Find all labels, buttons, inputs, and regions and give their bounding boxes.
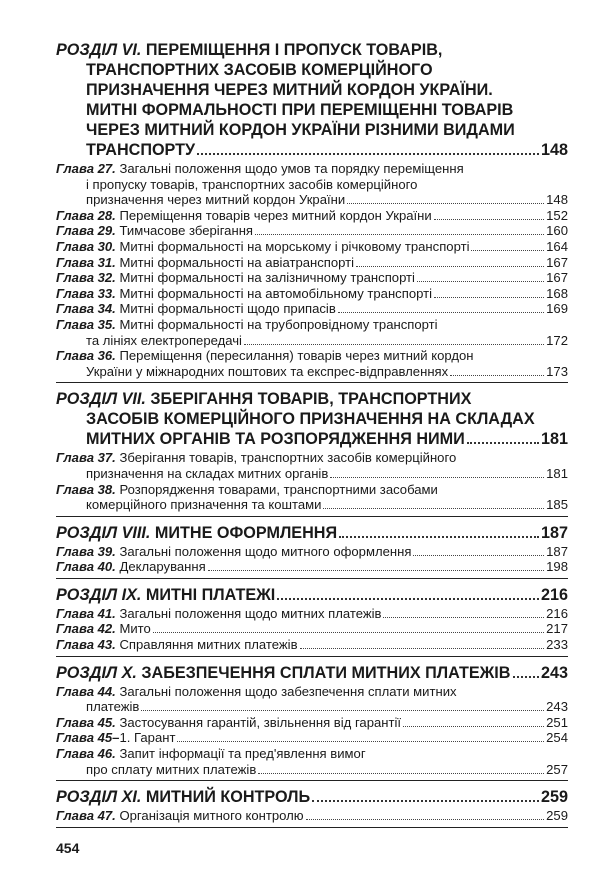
section-title-text [56, 585, 275, 605]
section-title-text [86, 140, 195, 160]
chapter-text [86, 699, 139, 715]
dot-leader [403, 726, 544, 727]
section-title-line [56, 429, 568, 449]
section-title-line [56, 140, 568, 160]
toc-section [56, 523, 568, 579]
chapter-title: Запит інформації та пред'явлення вимог [115, 746, 366, 762]
chapter-label: Глава 34. [56, 301, 116, 317]
section-label: РОЗДІЛ VI. [56, 41, 142, 59]
dot-leader [312, 800, 539, 802]
chapter-text [86, 466, 328, 482]
chapter-title: призначення через митний кордон України [86, 192, 346, 208]
section-title-text [56, 787, 310, 807]
chapter-text [56, 223, 253, 239]
chapter-text [56, 637, 298, 653]
chapter-text [56, 715, 401, 731]
chapter-line [56, 606, 568, 622]
chapter-line [56, 317, 568, 333]
chapter-title: Застосування гарантій, звільнення від гарантії [115, 714, 402, 730]
chapter-list [56, 606, 568, 653]
chapter-line [56, 286, 568, 302]
chapter-title: Справляння митних платежів [115, 637, 298, 653]
chapter-line [56, 762, 568, 778]
section-title: МИТНІ ПЛАТЕЖІ [141, 585, 276, 604]
chapter-label: Глава 28. [56, 207, 116, 223]
dot-leader [383, 617, 544, 618]
section-title: ТРАНСПОРТНИХ ЗАСОБІВ КОМЕРЦІЙНОГО [86, 61, 433, 79]
chapter-line [56, 450, 568, 466]
chapter-text [86, 497, 321, 513]
section-title-text [56, 523, 337, 543]
dot-leader [277, 598, 539, 600]
section-title-text [86, 429, 465, 449]
chapter-text [56, 255, 354, 271]
chapter-text [56, 684, 457, 699]
chapter-title: призначення на складах митних органів [86, 465, 329, 481]
chapter-line [56, 208, 568, 224]
chapter-list [56, 450, 568, 512]
toc-section [56, 389, 568, 516]
chapter-title: платежів [86, 699, 140, 715]
chapter-title: Мито [115, 621, 151, 637]
section-title: ЗАБЕЗПЕЧЕННЯ СПЛАТИ МИТНИХ ПЛАТЕЖІВ [136, 663, 511, 682]
section-page-number: 181 [540, 430, 568, 449]
chapter-page-number: 164 [546, 238, 568, 254]
dot-leader [356, 266, 544, 267]
section-title-line [56, 100, 568, 120]
section-title: МИТНИЙ КОНТРОЛЬ [141, 788, 311, 807]
chapter-title: Організація митного контролю [115, 808, 304, 824]
chapter-line [56, 637, 568, 653]
section-title-line [56, 663, 568, 683]
chapter-line [56, 715, 568, 731]
chapter-page-number: 243 [546, 699, 568, 715]
chapter-page-number: 181 [546, 465, 568, 481]
chapter-text [56, 270, 415, 286]
chapter-title: Загальні положення щодо забезпечення сплати митних [115, 683, 457, 699]
chapter-page-number: 187 [546, 543, 568, 559]
chapter-page-number: 172 [546, 332, 568, 348]
chapter-label: Глава 33. [56, 285, 116, 301]
chapter-title: Митні формальності на авіатранспорті [115, 254, 355, 270]
section-title: ЧЕРЕЗ МИТНИЙ КОРДОН УКРАЇНИ РІЗНИМИ ВИДАМИ [86, 121, 515, 139]
section-title: ПРИЗНАЧЕННЯ ЧЕРЕЗ МИТНИЙ КОРДОН УКРАЇНИ. [86, 81, 493, 99]
chapter-line [56, 621, 568, 637]
section-title-text [86, 410, 535, 428]
chapter-label: Глава 46. [56, 746, 116, 762]
section-label: РОЗДІЛ VII. [56, 390, 146, 409]
dot-leader [450, 375, 544, 376]
chapter-page-number: 217 [546, 621, 568, 637]
section-title: МИТНЕ ОФОРМЛЕННЯ [150, 523, 338, 542]
chapter-title: 1. Гарант [119, 730, 176, 746]
dot-leader [338, 312, 544, 313]
chapter-line [56, 270, 568, 286]
chapter-page-number: 148 [546, 192, 568, 208]
toc-section [56, 585, 568, 657]
chapter-line [56, 364, 568, 380]
dot-leader [197, 153, 539, 155]
chapter-list [56, 161, 568, 379]
chapter-page-number: 152 [546, 207, 568, 223]
chapter-line [56, 559, 568, 575]
dot-leader [347, 203, 544, 204]
toc-section [56, 787, 568, 828]
chapter-line [56, 348, 568, 364]
section-title-text [86, 101, 513, 119]
dot-leader [513, 676, 539, 678]
chapter-line [56, 808, 568, 824]
chapter-text [56, 208, 432, 224]
section-title-text [56, 41, 442, 59]
chapter-title: Переміщення (пересилання) товарів через митний кордон [115, 348, 474, 364]
chapter-title: Митні формальності на морському і річковому транспорті [115, 238, 470, 254]
chapter-page-number: 233 [546, 637, 568, 653]
page-number: 454 [56, 840, 80, 856]
chapter-line [56, 333, 568, 349]
chapter-title: України у міжнародних поштових та експрес-відправленнях [86, 363, 449, 379]
dot-leader [153, 632, 544, 633]
dot-leader [323, 508, 544, 509]
dot-leader [413, 555, 544, 556]
chapter-label: Глава 40. [56, 559, 116, 575]
chapter-text [56, 161, 464, 176]
chapter-label: Глава 30. [56, 238, 116, 254]
dot-leader [177, 741, 544, 742]
dot-leader [306, 819, 545, 820]
chapter-list [56, 808, 568, 824]
chapter-line [56, 684, 568, 700]
chapter-line [56, 730, 568, 746]
chapter-line [56, 255, 568, 271]
chapter-title: Митні формальності щодо припасів [115, 301, 336, 317]
chapter-title: комерційного призначення та коштами [86, 497, 322, 513]
chapter-line [56, 239, 568, 255]
chapter-page-number: 168 [546, 285, 568, 301]
chapter-page-number: 169 [546, 301, 568, 317]
chapter-title: Переміщення товарів через митний кордон України [115, 207, 432, 223]
chapter-text [56, 730, 175, 746]
chapter-page-number: 173 [546, 363, 568, 379]
chapter-page-number: 251 [546, 714, 568, 730]
section-title-line [56, 120, 568, 140]
chapter-text [56, 808, 304, 824]
chapter-label: Глава 39. [56, 543, 116, 559]
dot-leader [434, 297, 544, 298]
chapter-title: Загальні положення щодо митного оформлення [115, 543, 412, 559]
chapter-page-number: 254 [546, 730, 568, 746]
section-title-line [56, 40, 568, 60]
dot-leader [467, 442, 539, 444]
chapter-list [56, 544, 568, 575]
chapter-line [56, 746, 568, 762]
chapter-label: Глава 45– [56, 730, 120, 746]
section-title: МИТНІ ФОРМАЛЬНОСТІ ПРИ ПЕРЕМІЩЕННІ ТОВАРІВ [86, 101, 514, 119]
chapter-text [86, 177, 417, 192]
chapter-label: Глава 41. [56, 605, 116, 621]
chapter-label: Глава 38. [56, 481, 116, 497]
chapter-title: Митні формальності на автомобільному транспорті [115, 285, 432, 301]
chapter-text [56, 559, 206, 575]
chapter-label: Глава 29. [56, 223, 116, 239]
section-title: ЗАСОБІВ КОМЕРЦІЙНОГО ПРИЗНАЧЕННЯ НА СКЛАДАХ [86, 410, 535, 429]
chapter-title: про сплату митних платежів [86, 761, 257, 777]
chapter-label: Глава 43. [56, 637, 116, 653]
section-label: РОЗДІЛ XI. [56, 788, 142, 807]
chapter-line [56, 301, 568, 317]
section-title-text [86, 121, 515, 139]
chapter-title: і пропуску товарів, транспортних засобів комерційного [86, 176, 418, 192]
chapter-label: Глава 31. [56, 254, 116, 270]
section-page-number: 216 [540, 585, 568, 604]
section-title-text [56, 663, 511, 683]
chapter-line [56, 466, 568, 482]
chapter-line [56, 177, 568, 193]
dot-leader [417, 281, 544, 282]
chapter-text [86, 364, 448, 380]
chapter-page-number: 257 [546, 761, 568, 777]
chapter-text [56, 621, 151, 637]
dot-leader [300, 648, 545, 649]
chapter-text [56, 301, 336, 317]
section-label: РОЗДІЛ X. [56, 663, 137, 682]
chapter-line [56, 192, 568, 208]
chapter-line [56, 544, 568, 560]
section-title-line [56, 523, 568, 543]
section-title: ТРАНСПОРТУ [86, 141, 196, 159]
chapter-text [56, 544, 411, 560]
dot-leader [330, 477, 544, 478]
toc-section [56, 663, 568, 782]
chapter-title: Зберігання товарів, транспортних засобів комерційного [115, 450, 457, 466]
chapter-label: Глава 44. [56, 683, 116, 699]
chapter-text [56, 450, 456, 465]
chapter-title: Тимчасове зберігання [115, 223, 254, 239]
chapter-page-number: 216 [546, 605, 568, 621]
chapter-title: Загальні положення щодо умов та порядку переміщення [115, 161, 464, 176]
chapter-line [56, 699, 568, 715]
section-title-line [56, 389, 568, 409]
chapter-label: Глава 47. [56, 808, 116, 824]
dot-leader [244, 344, 544, 345]
section-page-number: 259 [540, 788, 568, 807]
section-page-number: 243 [540, 663, 568, 682]
section-page-number: 148 [540, 141, 568, 159]
chapter-label: Глава 45. [56, 714, 116, 730]
chapter-text [86, 333, 242, 349]
chapter-text [86, 192, 345, 208]
chapter-line [56, 161, 568, 177]
dot-leader [208, 570, 544, 571]
chapter-label: Глава 36. [56, 348, 116, 364]
chapter-text [86, 762, 256, 778]
chapter-line [56, 482, 568, 498]
chapter-title: Загальні положення щодо митних платежів [115, 605, 382, 621]
chapter-line [56, 223, 568, 239]
chapter-page-number: 167 [546, 270, 568, 286]
chapter-line [56, 497, 568, 513]
section-title-line [56, 787, 568, 807]
section-title-text [86, 61, 433, 79]
chapter-title: Розпорядження товарами, транспортними засобами [115, 481, 438, 497]
chapter-text [56, 239, 469, 255]
chapter-label: Глава 35. [56, 316, 116, 332]
chapter-page-number: 259 [546, 808, 568, 824]
dot-leader [471, 250, 544, 251]
section-label: РОЗДІЛ IX. [56, 585, 142, 604]
dot-leader [258, 773, 544, 774]
chapter-list [56, 684, 568, 778]
dot-leader [141, 710, 544, 711]
section-title: ЗБЕРІГАННЯ ТОВАРІВ, ТРАНСПОРТНИХ [145, 390, 472, 409]
chapter-page-number: 167 [546, 254, 568, 270]
section-title-line [56, 409, 568, 429]
dot-leader [339, 536, 539, 538]
section-title-text [56, 390, 471, 408]
chapter-label: Глава 32. [56, 270, 116, 286]
chapter-label: Глава 42. [56, 621, 116, 637]
section-title: ПЕРЕМІЩЕННЯ І ПРОПУСК ТОВАРІВ, [141, 41, 443, 59]
chapter-title: Митні формальності на залізничному транспорті [115, 270, 415, 286]
section-page-number: 187 [540, 523, 568, 542]
chapter-title: Декларування [115, 559, 206, 575]
section-title-line [56, 80, 568, 100]
chapter-text [56, 606, 381, 622]
section-title-text [86, 81, 493, 99]
chapter-label: Глава 37. [56, 450, 116, 466]
chapter-text [56, 317, 438, 332]
table-of-contents [56, 40, 568, 834]
toc-section [56, 40, 568, 383]
section-label: РОЗДІЛ VIII. [56, 523, 151, 542]
dot-leader [255, 234, 544, 235]
chapter-text [56, 746, 366, 761]
chapter-page-number: 198 [546, 559, 568, 575]
chapter-page-number: 185 [546, 497, 568, 513]
dot-leader [434, 219, 544, 220]
section-title: МИТНИХ ОРГАНІВ ТА РОЗПОРЯДЖЕННЯ НИМИ [86, 430, 465, 449]
chapter-text [56, 286, 432, 302]
section-title-line [56, 585, 568, 605]
chapter-title: Митні формальності на трубопровідному транспорті [115, 316, 438, 332]
section-title-line [56, 60, 568, 80]
chapter-text [56, 348, 474, 363]
chapter-label: Глава 27. [56, 161, 116, 176]
chapter-title: та лініях електропередачі [86, 332, 242, 348]
chapter-text [56, 482, 438, 497]
chapter-page-number: 160 [546, 223, 568, 239]
